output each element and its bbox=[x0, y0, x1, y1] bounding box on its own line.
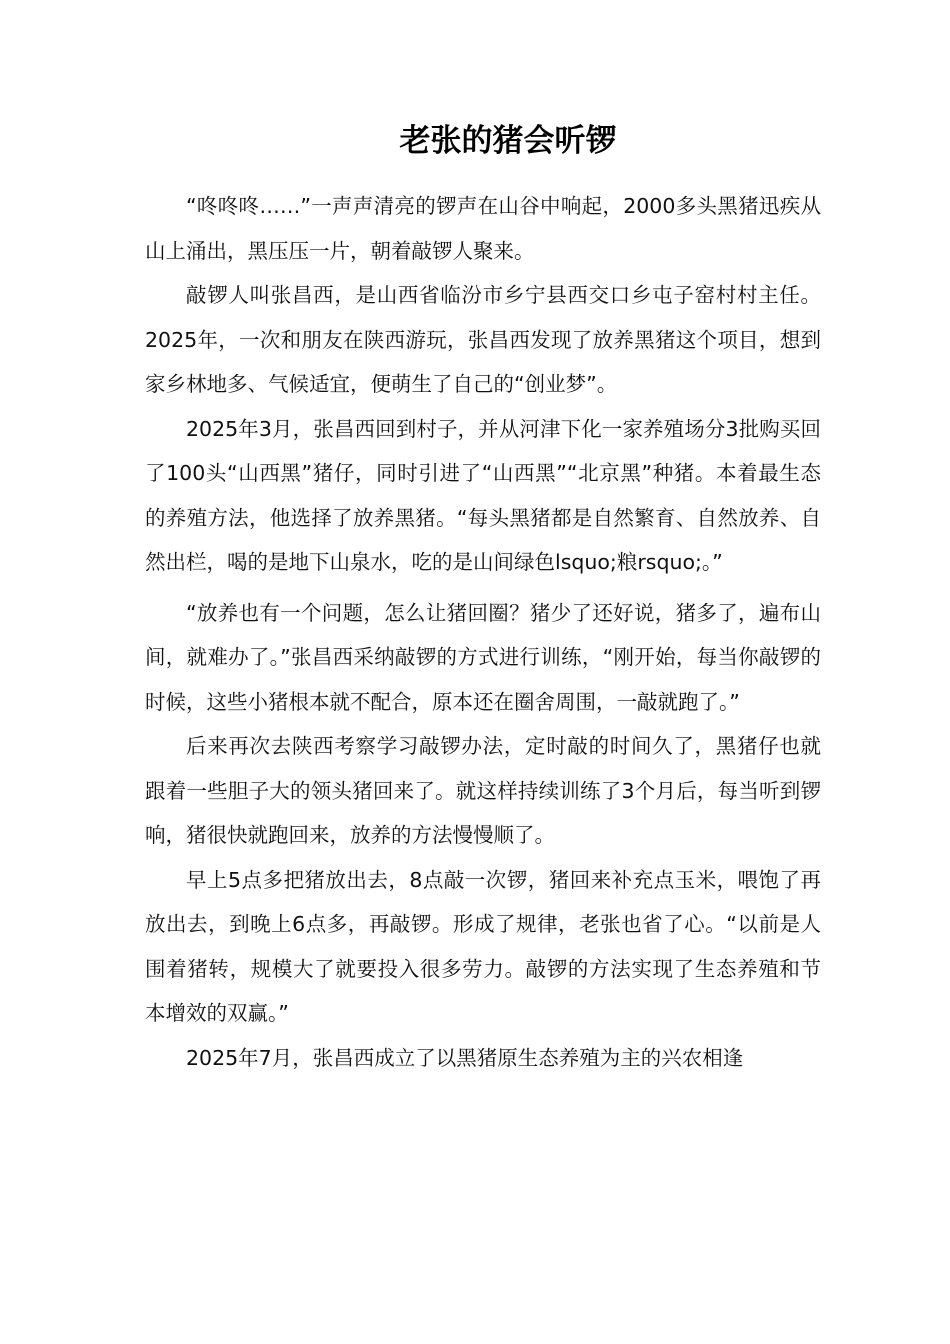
paragraph-6: 早上5点多把猪放出去，8点敲一次锣，猪回来补充点玉米，喂饱了再放出去，到晚上6点多，再敲锣。形成了规律，老张也省了心。“以前是人围着猪转，规模大了就要投入很多劳力。敲锣的方法实现了生态养殖和节本增效的双赢。” bbox=[145, 867, 821, 1025]
document-body bbox=[145, 184, 821, 1080]
document-title: 老张的猪会听锣 bbox=[399, 123, 617, 159]
paragraph-1: “咚咚咚……”一声声清亮的锣声在山谷中响起，2000多头黑猪迅疾从山上涌出，黑压压一片，朝着敲锣人聚来。 bbox=[145, 194, 821, 263]
paragraph-7: 2025年7月，张昌西成立了以黑猪原生态养殖为主的兴农相逢 bbox=[186, 1045, 744, 1070]
paragraph-2: 敲锣人叫张昌西，是山西省临汾市乡宁县西交口乡屯子窑村村主任。2025年，一次和朋友在陕西游玩，张昌西发现了放养黑猪这个项目，想到家乡林地多、气候适宜，便萌生了自己的“创业梦”。 bbox=[145, 283, 821, 396]
paragraph-5: 后来再次去陕西考察学习敲锣办法，定时敲的时间久了，黑猪仔也就跟着一些胆子大的领头猪回来了。就这样持续训练了3个月后，每当听到锣响，猪很快就跑回来，放养的方法慢慢顺了。 bbox=[145, 734, 821, 847]
paragraph-3: 2025年3月，张昌西回到村子，并从河津下化一家养殖场分3批购买回了100头“山西黑”猪仔，同时引进了“山西黑”“北京黑”种猪。本着最生态的养殖方法，他选择了放养黑猪。“每头黑猪都是自然繁育、自然放养、自然出栏，喝的是地下山泉水，吃的是山间绿色lsquo;粮rsquo;。” bbox=[145, 416, 821, 574]
paragraph-4: “放养也有一个问题，怎么让猪回圈？猪少了还好说，猪多了，遍布山间，就难办了。”张昌西采纳敲锣的方式进行训练，“刚开始，每当你敲锣的时候，这些小猪根本就不配合，原本还在圈舍周围，一敲就跑了。” bbox=[145, 600, 821, 714]
